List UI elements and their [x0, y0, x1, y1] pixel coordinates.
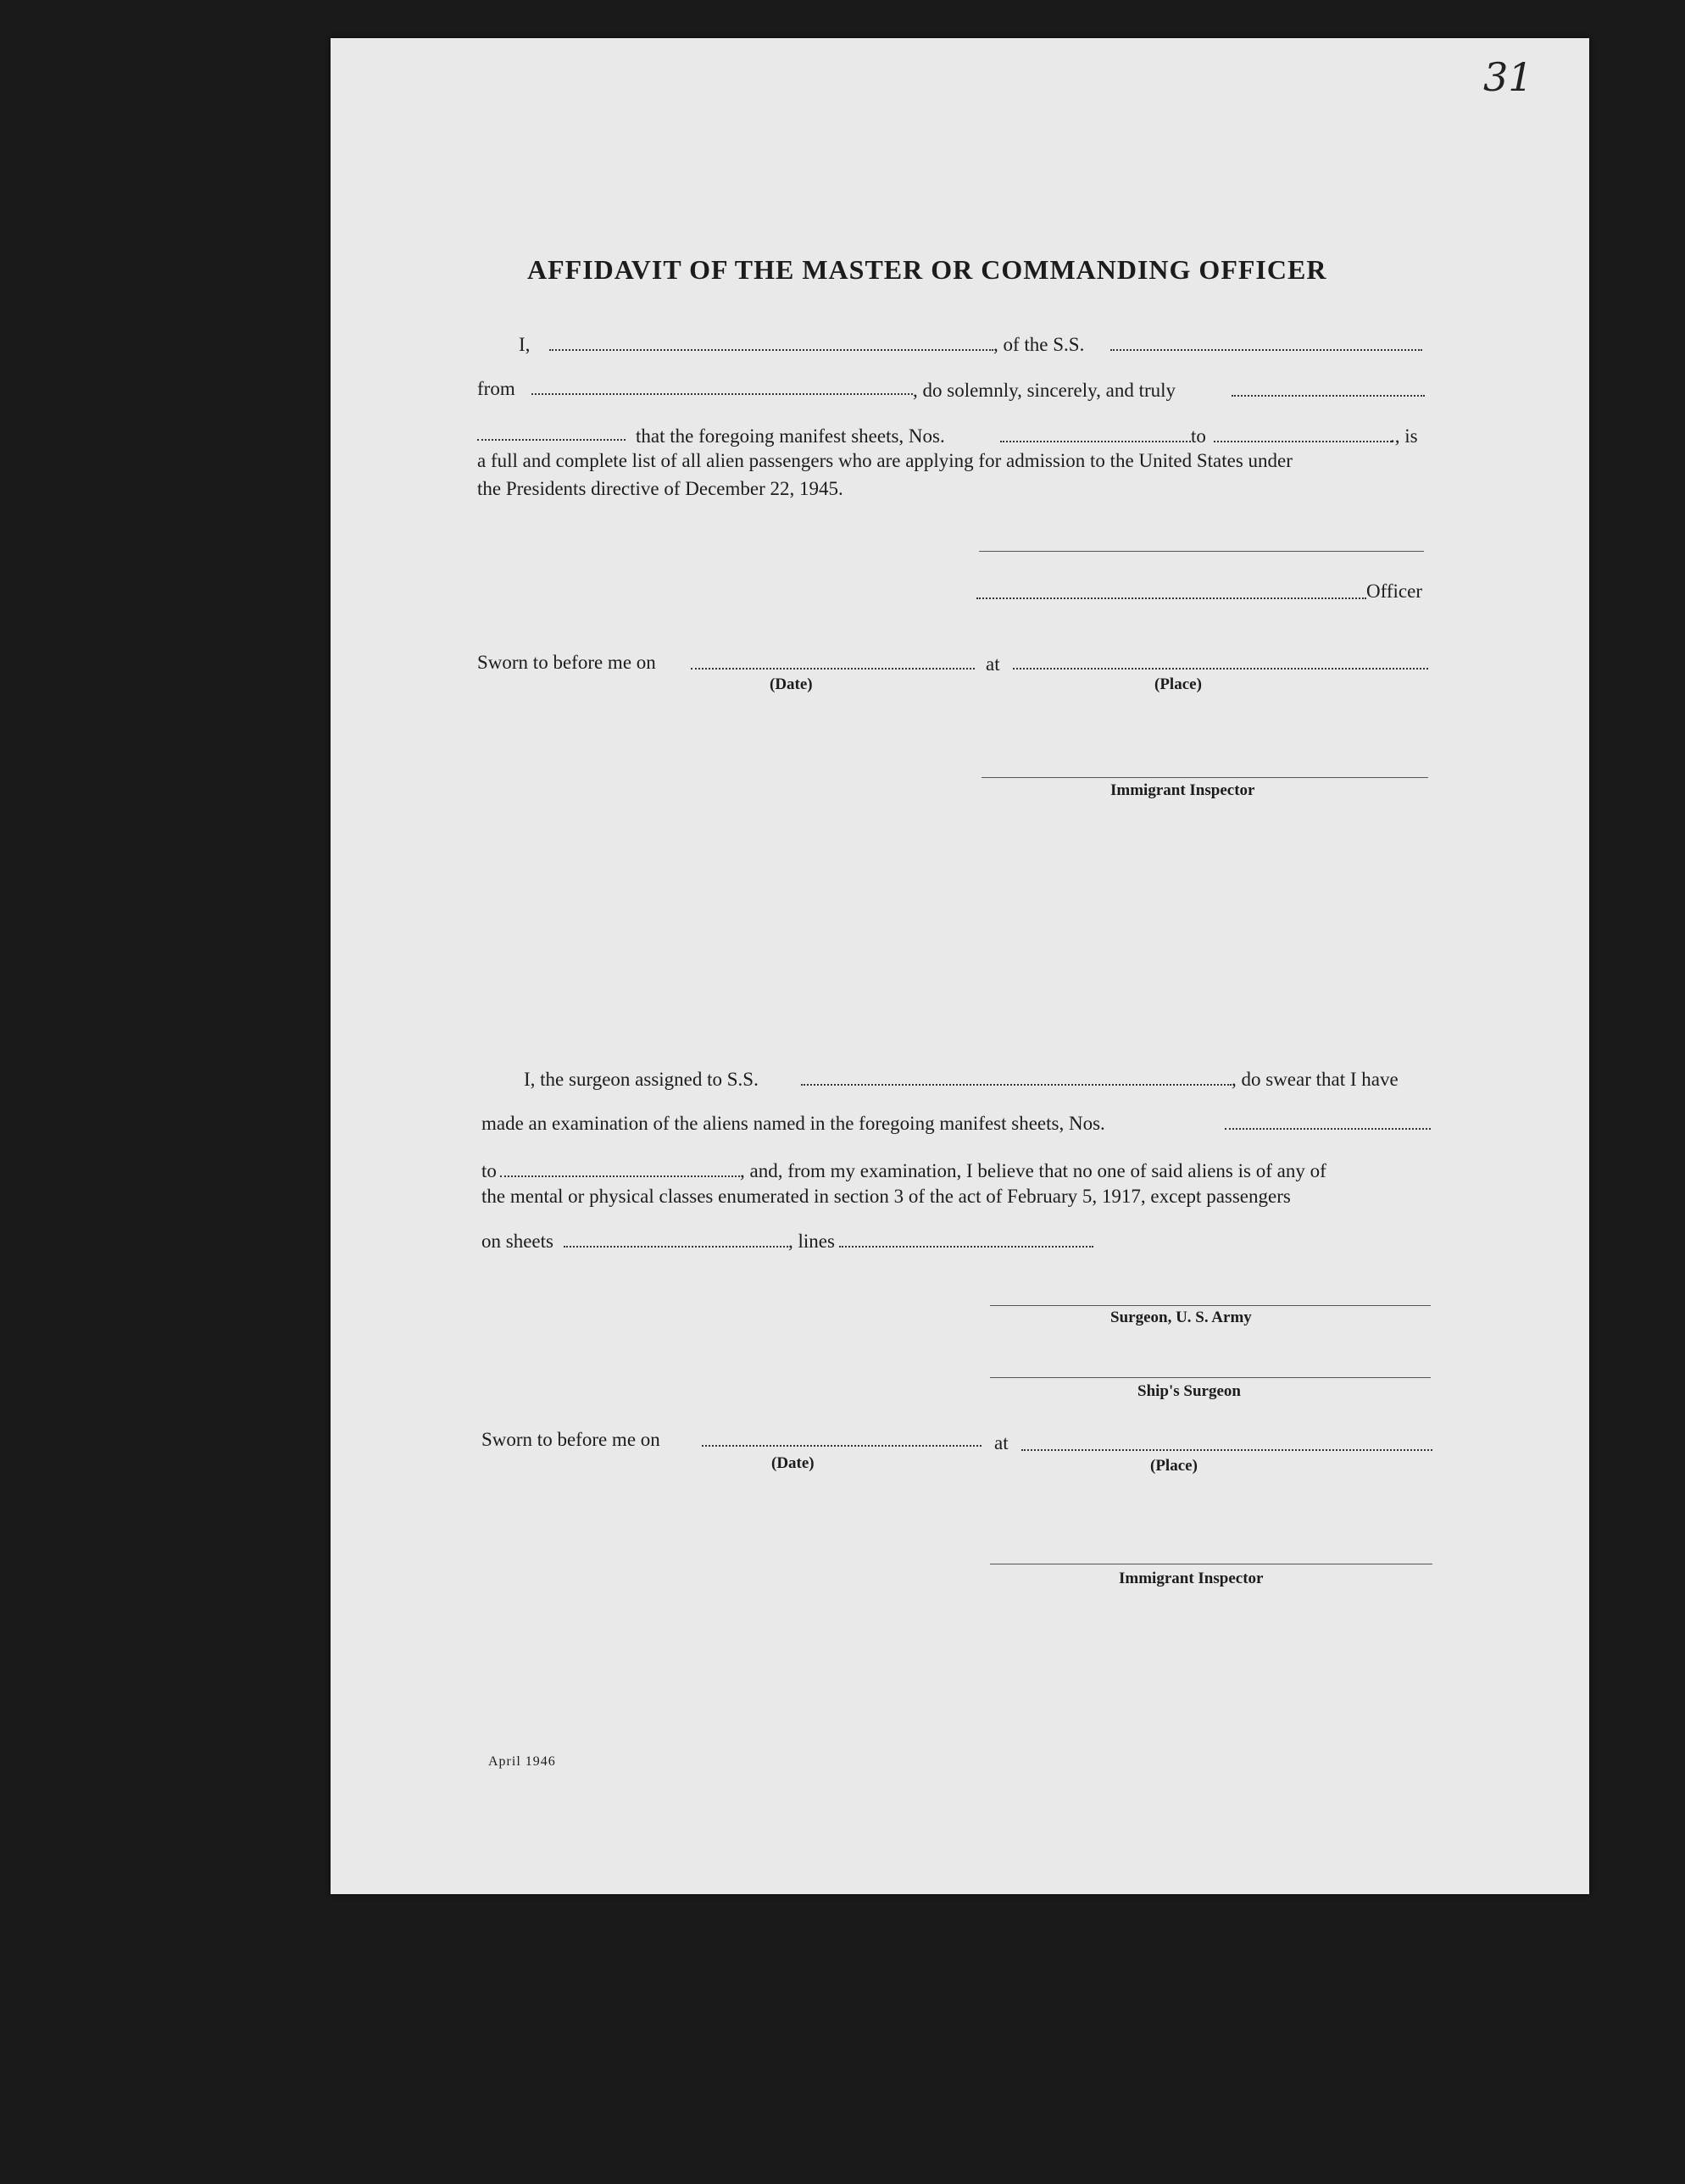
ships-surgeon-label: Ship's Surgeon	[1137, 1382, 1241, 1400]
master-oath-blank	[1232, 395, 1425, 397]
surgeon-sworn-date-blank	[702, 1445, 982, 1447]
master-of-ss-label: , of the S.S.	[993, 334, 1085, 355]
surgeon-line-1b: , do swear that I have	[1232, 1069, 1399, 1090]
surgeon-date-caption: (Date)	[771, 1454, 815, 1472]
master-i-label: I,	[519, 334, 531, 355]
master-signature-line	[979, 551, 1424, 552]
ships-surgeon-signature-line	[990, 1377, 1431, 1378]
master-foregoing-label: that the foregoing manifest sheets, Nos.	[636, 425, 945, 447]
page-number: 31	[1483, 54, 1533, 100]
army-surgeon-label: Surgeon, U. S. Army	[1110, 1309, 1252, 1326]
master-inspector-label: Immigrant Inspector	[1110, 781, 1255, 799]
surgeon-on-sheets-label: on sheets	[481, 1231, 553, 1252]
officer-label: Officer	[1366, 581, 1422, 602]
document-sheet	[331, 38, 1589, 1894]
surgeon-ship-blank	[801, 1084, 1232, 1086]
master-sworn-date-blank	[691, 668, 975, 670]
master-statement-line-1: a full and complete list of all alien passengers who are applying for admission to the United States under	[477, 450, 1293, 471]
master-sworn-label: Sworn to before me on	[477, 652, 656, 673]
master-ship-blank	[1110, 349, 1422, 351]
master-from-label: from	[477, 378, 515, 399]
army-surgeon-signature-line	[990, 1305, 1431, 1306]
surgeon-line-4: the mental or physical classes enumerated in section 3 of the act of February 5, 1917, except passengers	[481, 1186, 1291, 1207]
master-inspector-signature-line	[982, 777, 1428, 778]
form-date: April 1946	[488, 1754, 556, 1769]
officer-signature-line	[976, 597, 1366, 599]
master-from-blank	[531, 393, 913, 395]
page-title: AFFIDAVIT OF THE MASTER OR COMMANDING OFFICER	[527, 254, 1327, 285]
surgeon-inspector-label: Immigrant Inspector	[1119, 1570, 1264, 1587]
surgeon-place-caption: (Place)	[1150, 1457, 1198, 1475]
surgeon-lines-label: , lines	[788, 1231, 835, 1252]
surgeon-nos-to-blank	[500, 1175, 740, 1177]
master-nos-from-blank	[1000, 441, 1191, 442]
surgeon-sworn-label: Sworn to before me on	[481, 1429, 660, 1450]
surgeon-lines-blank	[839, 1246, 1093, 1248]
surgeon-at-label: at	[994, 1432, 1009, 1453]
master-at-label: at	[986, 653, 1000, 675]
surgeon-line-2: made an examination of the aliens named in the foregoing manifest sheets, Nos.	[481, 1113, 1105, 1134]
surgeon-to-label: to	[481, 1160, 497, 1181]
master-statement-line-2: the Presidents directive of December 22, 1945.	[477, 478, 843, 499]
master-to-label: to	[1191, 425, 1206, 447]
master-is-label: ., is	[1390, 425, 1418, 447]
surgeon-line-3: , and, from my examination, I believe that no one of said aliens is of any of	[740, 1160, 1326, 1181]
master-oath-continued-blank	[477, 439, 626, 441]
surgeon-sheets-blank	[564, 1246, 788, 1248]
surgeon-sworn-place-blank	[1021, 1449, 1432, 1451]
master-solemnly-label: , do solemnly, sincerely, and truly	[913, 380, 1176, 401]
master-name-blank	[549, 349, 993, 351]
surgeon-nos-from-blank	[1225, 1128, 1431, 1130]
surgeon-line-1a: I, the surgeon assigned to S.S.	[524, 1069, 759, 1090]
master-place-caption: (Place)	[1154, 675, 1202, 693]
master-nos-to-blank	[1214, 441, 1392, 442]
master-date-caption: (Date)	[770, 675, 813, 693]
master-sworn-place-blank	[1013, 668, 1428, 670]
